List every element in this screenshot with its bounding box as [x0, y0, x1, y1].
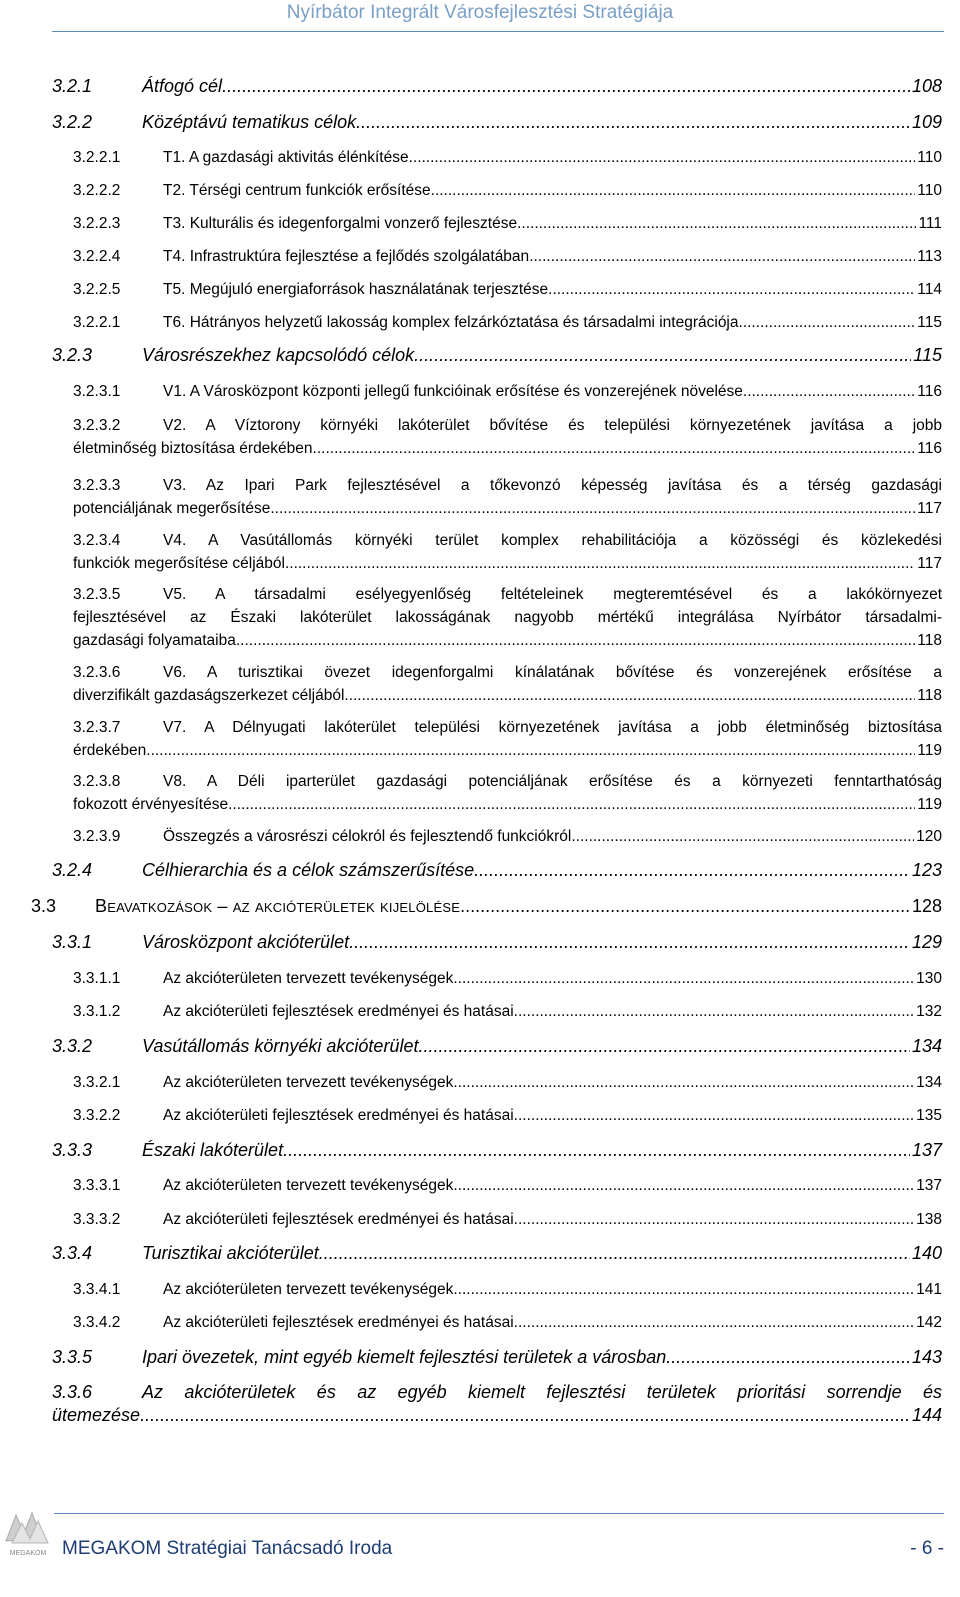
toc-leader	[571, 825, 914, 848]
footer-company: MEGAKOM Stratégiai Tanácsadó Iroda	[62, 1538, 393, 1559]
toc-page: 129	[911, 932, 942, 952]
toc-title-cont: funkciók megerősítése céljából	[73, 555, 285, 572]
toc-page: 134	[911, 1036, 942, 1056]
toc-page: 132	[916, 1003, 942, 1020]
toc-number: 3.2.2.1	[73, 149, 121, 166]
toc-page: 130	[916, 970, 942, 987]
toc-title: Északi lakóterület	[142, 1140, 284, 1160]
toc-page: 144	[911, 1405, 942, 1425]
toc-number: 3.3.3.1	[73, 1177, 121, 1194]
toc-title: T5. Megújuló energiaforrások használatának terjesztése	[163, 281, 549, 298]
toc-title: Az akcióterületen tervezett tevékenységek	[163, 970, 454, 987]
toc-title: T2. Térségi centrum funkciók erősítése	[163, 182, 431, 199]
toc-number: 3.2.2.3	[73, 215, 121, 232]
toc-page: 135	[916, 1107, 942, 1124]
toc-entry[interactable]	[52, 1381, 942, 1427]
toc-title: Vasútállomás környéki akcióterület	[142, 1036, 419, 1056]
toc-page: 110	[917, 149, 942, 166]
toc-leader	[418, 1035, 909, 1058]
toc-page: 111	[918, 215, 942, 232]
toc-entry[interactable]	[52, 1139, 942, 1162]
toc-number: 3.2.3.6	[73, 664, 121, 681]
toc-title: Az akcióterületen tervezett tevékenységek	[163, 1074, 454, 1091]
toc-entry[interactable]	[73, 474, 942, 520]
toc-title: T6. Hátrányos helyzetű lakosság komplex felzárkóztatása és társadalmi integrációja	[163, 314, 739, 331]
toc-page: 109	[911, 112, 942, 132]
toc-page: 120	[916, 828, 942, 845]
footer-rule	[52, 1513, 944, 1514]
toc-page: 140	[911, 1243, 942, 1263]
toc-number: 3.3.4	[52, 1243, 93, 1263]
toc-page: 116	[917, 440, 942, 457]
toc-number: 3.3.1.2	[73, 1003, 121, 1020]
toc-title: Átfogó cél	[142, 76, 223, 96]
toc-entry[interactable]	[73, 1278, 942, 1301]
toc-number: 3.2.3	[52, 345, 93, 365]
toc-number: 3.2.3.7	[73, 719, 121, 736]
toc-title: V1. A Városközpont központi jellegű funkcióinak erősítése és vonzerejének növelése	[163, 383, 743, 400]
toc-page: 118	[917, 632, 942, 649]
toc-title: Az akcióterületi fejlesztések eredményei és hatásai	[163, 1107, 514, 1124]
toc-leader	[514, 1104, 914, 1127]
toc-entry[interactable]	[52, 859, 942, 882]
toc-title: Célhierarchia és a célok számszerűsítése	[142, 860, 475, 880]
toc-entry[interactable]	[73, 278, 942, 301]
toc-leader	[313, 437, 916, 460]
toc-entry[interactable]	[52, 1242, 942, 1265]
toc-leader	[228, 793, 915, 816]
toc-entry[interactable]	[73, 212, 942, 235]
toc-number: 3.3.2.1	[73, 1074, 121, 1091]
toc-title: T1. A gazdasági aktivitás élénkítése	[163, 149, 409, 166]
toc-page: 137	[916, 1177, 942, 1194]
toc-number: 3.3.4.2	[73, 1314, 121, 1331]
toc-leader	[453, 1278, 914, 1301]
toc-title: Az akcióterületi fejlesztések eredményei és hatásai	[163, 1003, 514, 1020]
toc-title-cont: gazdasági folyamataiba	[73, 632, 236, 649]
toc-number: 3.3.3.2	[73, 1211, 121, 1228]
toc-page: 119	[917, 742, 942, 759]
toc-leader	[743, 380, 915, 403]
toc-title: Összegzés a városrészi célokról és fejlesztendő funkciókról	[163, 828, 572, 845]
toc-entry[interactable]	[73, 1000, 942, 1023]
toc-leader	[349, 931, 910, 954]
toc-leader	[283, 1139, 910, 1162]
toc-title: Az akcióterületen tervezett tevékenységek	[163, 1177, 454, 1194]
toc-page: 117	[917, 500, 942, 517]
toc-number: 3.3.1.1	[73, 970, 121, 987]
toc-leader	[474, 859, 910, 882]
toc-leader	[414, 344, 911, 367]
toc-page: 110	[917, 182, 942, 199]
toc-number: 3.2.3.1	[73, 383, 121, 400]
toc-entry[interactable]	[52, 931, 942, 954]
toc-leader	[517, 212, 916, 235]
toc-leader	[453, 1071, 914, 1094]
toc-number: 3.2.3.5	[73, 586, 121, 603]
toc-title: Középtávú tematikus célok	[142, 112, 357, 132]
toc-entry[interactable]	[52, 344, 942, 367]
toc-number: 3.3.6	[52, 1382, 93, 1402]
toc-entry[interactable]	[73, 967, 942, 990]
toc-title: Beavatkozások – az akcióterületek kijelölése	[95, 896, 461, 916]
toc-title: T4. Infrastruktúra fejlesztése a fejlődés szolgálatában	[163, 248, 530, 265]
toc-page: 137	[911, 1140, 942, 1160]
toc-entry[interactable]	[73, 661, 942, 707]
toc-leader	[529, 245, 915, 268]
toc-leader	[453, 1174, 914, 1197]
toc-number: 3.2.3.9	[73, 828, 121, 845]
toc-page: 141	[916, 1281, 942, 1298]
toc-number: 3.3.4.1	[73, 1281, 121, 1298]
toc-entry[interactable]	[73, 146, 942, 169]
toc-number: 3.3.5	[52, 1347, 93, 1367]
toc-leader	[146, 739, 915, 762]
toc-leader	[140, 1404, 910, 1427]
toc-title: Ipari övezetek, mint egyéb kiemelt fejlesztési területek a városban	[142, 1347, 667, 1367]
toc-title: V3. Az Ipari Park fejlesztésével a tőkevonzó képesség javítása és a térség gazdasági	[163, 477, 942, 494]
toc-number: 3.3.2	[52, 1036, 93, 1056]
toc-number: 3.3.1	[52, 932, 93, 952]
toc-page: 119	[917, 796, 942, 813]
toc-title: V7. A Délnyugati lakóterület települési környezetének javítása a jobb életminőség biztosítása	[163, 719, 942, 736]
toc-title-cont: ütemezése	[52, 1405, 141, 1425]
toc-entry[interactable]	[73, 716, 942, 762]
toc-leader	[236, 629, 915, 652]
toc-entry[interactable]	[73, 179, 942, 202]
toc-entry[interactable]	[73, 1208, 942, 1231]
toc-leader	[285, 552, 915, 575]
toc-leader	[666, 1346, 910, 1369]
toc-leader	[739, 311, 916, 334]
toc-title-cont: potenciáljának megerősítése	[73, 500, 271, 517]
toc-leader	[514, 1000, 914, 1023]
toc-page: 123	[911, 860, 942, 880]
toc-title: V5. A társadalmi esélyegyenlőség feltételeinek megteremtésével és a lakókörnyezet	[163, 586, 942, 603]
svg-text:MEGAKOM: MEGAKOM	[9, 1550, 47, 1557]
toc-entry[interactable]	[52, 1346, 942, 1369]
toc-leader	[356, 111, 910, 134]
toc-entry[interactable]	[73, 1071, 942, 1094]
toc-title: V4. A Vasútállomás környéki terület komplex rehabilitációja a közösségi és közlekedési	[163, 532, 942, 549]
toc-title: V8. A Déli iparterület gazdasági potenciáljának erősítése és a környezeti fenntarthatóság	[163, 773, 942, 790]
toc-title-cont: diverzifikált gazdaságszerkezet céljából	[73, 687, 345, 704]
toc-title: Városközpont akcióterület	[142, 932, 350, 952]
footer-page-number: - 6 -	[910, 1538, 944, 1559]
toc-entry[interactable]	[31, 895, 942, 918]
toc-leader	[409, 146, 916, 169]
toc-number: 3.3	[31, 896, 57, 916]
toc-title: Az akcióterületi fejlesztések eredményei és hatásai	[163, 1211, 514, 1228]
toc-entry[interactable]	[52, 75, 942, 98]
toc-page: 134	[916, 1074, 942, 1091]
toc-title: T3. Kulturális és idegenforgalmi vonzerő fejlesztése	[163, 215, 518, 232]
megakom-logo	[2, 1503, 54, 1559]
toc-number: 3.2.2	[52, 112, 93, 132]
toc-page: 117	[917, 555, 942, 572]
toc-leader	[431, 179, 916, 202]
toc-leader	[514, 1311, 914, 1334]
toc-entry[interactable]	[73, 1311, 942, 1334]
toc-number: 3.2.3.8	[73, 773, 121, 790]
toc-title: Az akcióterületi fejlesztések eredményei és hatásai	[163, 1314, 514, 1331]
toc-number: 3.2.3.3	[73, 477, 121, 494]
toc-entry[interactable]	[73, 583, 942, 652]
toc-entry[interactable]	[73, 529, 942, 575]
toc-page: 116	[917, 383, 942, 400]
toc-number: 3.2.2.1	[73, 314, 121, 331]
toc-entry[interactable]	[73, 825, 942, 848]
toc-number: 3.2.4	[52, 860, 93, 880]
toc-leader	[344, 684, 915, 707]
toc-page: 115	[913, 345, 942, 365]
toc-leader	[270, 497, 915, 520]
toc-number: 3.2.2.5	[73, 281, 121, 298]
document-title: Nyírbátor Integrált Városfejlesztési Stratégiája	[286, 2, 674, 23]
toc-entry[interactable]	[52, 111, 942, 134]
toc-entry[interactable]	[73, 1104, 942, 1127]
toc-title: Turisztikai akcióterület	[142, 1243, 319, 1263]
toc-number: 3.2.1	[52, 76, 93, 96]
toc-number: 3.3.3	[52, 1140, 93, 1160]
toc-page: 118	[917, 687, 942, 704]
toc-entry[interactable]	[73, 414, 942, 460]
toc-page: 128	[911, 896, 942, 916]
toc-title-cont: fejlesztésével az Északi lakóterület lakosságának nagyobb mértékű integrálása Nyírbátor társadalmi-	[73, 609, 942, 626]
toc-title-cont: életminőség biztosítása érdekében	[73, 440, 313, 457]
toc-title: Az akcióterületek és az egyéb kiemelt fejlesztési területek prioritási sorrendje és	[142, 1382, 942, 1402]
toc-number: 3.2.2.2	[73, 182, 121, 199]
toc-leader	[514, 1208, 914, 1231]
toc-leader	[222, 75, 910, 98]
toc-entry[interactable]	[52, 1035, 942, 1058]
toc-page: 138	[916, 1211, 942, 1228]
toc-page: 113	[917, 248, 942, 265]
toc-leader	[453, 967, 914, 990]
toc-number: 3.3.2.2	[73, 1107, 121, 1124]
toc-page: 108	[911, 76, 942, 96]
toc-title-cont: érdekében	[73, 742, 147, 759]
toc-number: 3.2.3.2	[73, 417, 121, 434]
toc-number: 3.2.3.4	[73, 532, 121, 549]
toc-title: V2. A Víztorony környéki lakóterület bővítése és települési környezetének javítása a jobb	[163, 417, 942, 434]
toc-entry[interactable]	[73, 380, 942, 403]
toc-leader	[548, 278, 915, 301]
toc-page: 114	[917, 281, 942, 298]
toc-entry[interactable]	[73, 311, 942, 334]
toc-title-cont: fokozott érvényesítése	[73, 796, 229, 813]
toc-title: V6. A turisztikai övezet idegenforgalmi kínálatának bővítése és vonzerejének erősítése a	[163, 664, 942, 681]
toc-title: Városrészekhez kapcsolódó célok	[142, 345, 415, 365]
toc-number: 3.2.2.4	[73, 248, 121, 265]
toc-page: 115	[917, 314, 942, 331]
toc-entry[interactable]	[73, 245, 942, 268]
toc-page: 143	[911, 1347, 942, 1367]
toc-title: Az akcióterületen tervezett tevékenységek	[163, 1281, 454, 1298]
toc-entry[interactable]	[73, 770, 942, 816]
toc-leader	[460, 895, 910, 918]
toc-page: 142	[916, 1314, 942, 1331]
toc-entry[interactable]	[73, 1174, 942, 1197]
toc-leader	[319, 1242, 910, 1265]
